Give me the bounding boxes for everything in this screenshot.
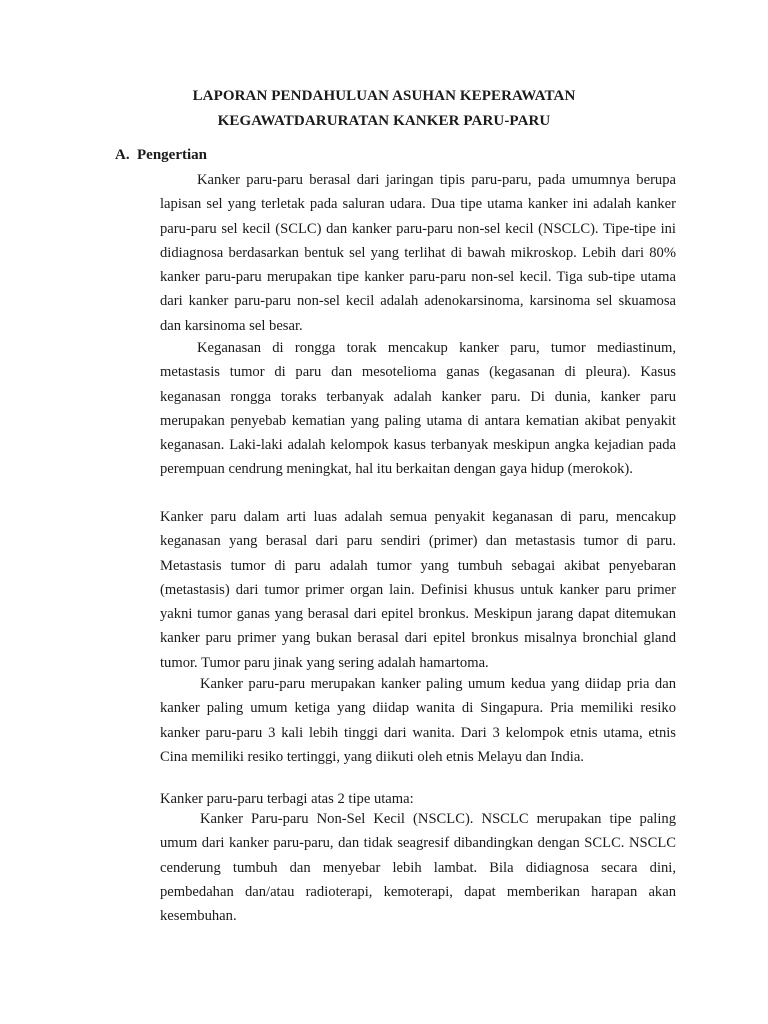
- section-letter: A.: [115, 147, 130, 163]
- section-heading: [115, 147, 207, 164]
- paragraph-4: Kanker paru-paru merupakan kanker paling umum kedua yang diidap pria dan kanker paling umum ketiga yang diidap wanita di Singapura. Pria memiliki resiko kanker paru-paru 3 kali lebih tinggi dari wanita. Dari 3 kelompok etnis utama, etnis Cina memiliki resiko tertinggi, yang diikuti oleh etnis Melayu dan India.: [160, 676, 676, 765]
- paragraph-3: Kanker paru dalam arti luas adalah semua penyakit keganasan di paru, mencakup keganasan yang berasal dari paru sendiri (primer) dan metastasis tumor di paru. Metastasis tumor di paru adalah tumor yang tumbuh sebagai akibat penyebaran (metastasis) dari tumor primer organ lain. Definisi khusus untuk kanker paru primer yakni tumor ganas yang berasal dari epitel bronkus. Meskipun jarang dapat ditemukan kanker paru primer yang bukan berasal dari epitel bronkus misalnya bronchial gland tumor. Tumor paru jinak yang sering adalah hamartoma.: [160, 509, 676, 671]
- paragraph-2: Keganasan di rongga torak mencakup kanker paru, tumor mediastinum, metastasis tumor di paru dan mesotelioma ganas (kegasanan di pleura). Kasus keganasan rongga toraks terbanyak adalah kanker paru. Di dunia, kanker paru merupakan penyebab kematian yang paling utama di antara kematian akibat penyakit keganasan. Laki-laki adalah kelompok kasus terbanyak meskipun angka kejadian pada perempuan cendrung meningkat, hal itu berkaitan dengan gaya hidup (merokok).: [160, 340, 676, 478]
- document-title-line-1: LAPORAN PENDAHULUAN ASUHAN KEPERAWATAN: [192, 88, 576, 104]
- paragraph-1: Kanker paru-paru berasal dari jaringan tipis paru-paru, pada umumnya berupa lapisan sel yang terletak pada saluran udara. Dua tipe utama kanker ini adalah kanker paru-paru sel kecil (SCLC) dan kanker paru-paru non-sel kecil (NSCLC). Tipe-tipe ini didiagnosa berdasarkan bentuk sel yang terlihat di bawah mikroskop. Lebih dari 80% kanker paru-paru merupakan tipe kanker paru-paru non-sel kecil. Tiga sub-tipe utama dari kanker paru-paru non-sel kecil adalah adenokarsinoma, karsinoma sel skuamosa dan karsinoma sel besar.: [160, 172, 676, 334]
- document-title-line-2: KEGAWATDARURATAN KANKER PARU-PARU: [217, 113, 551, 129]
- paragraph-6: Kanker Paru-paru Non-Sel Kecil (NSCLC). NSCLC merupakan tipe paling umum dari kanker paru-paru, dan tidak seagresif dibandingkan dengan SCLC. NSCLC cenderung tumbuh dan menyebar lebih lambat. Bila didiagnosa secara dini, pembedahan dan/atau radioterapi, kemoterapi, dapat memberikan harapan akan kesembuhan.: [160, 811, 676, 925]
- paragraph-5: Kanker paru-paru terbagi atas 2 tipe utama:: [160, 791, 414, 807]
- section-title: Pengertian: [137, 147, 207, 163]
